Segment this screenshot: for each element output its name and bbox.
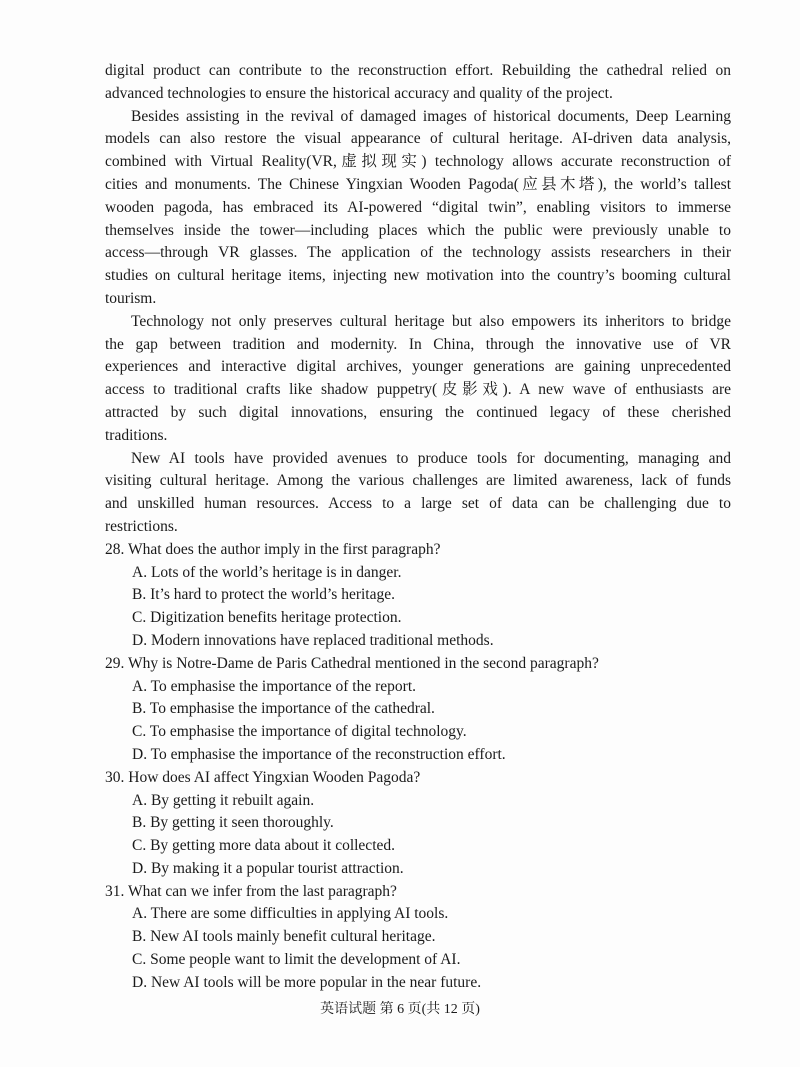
text-line: cities and monuments. The Chinese Yingxian Wooden Pagoda(应县木塔), the world’s tallest <box>105 175 731 193</box>
text-line: Technology not only preserves cultural heritage but also empowers its inheritors to bridge <box>131 312 731 330</box>
paragraph <box>105 448 731 539</box>
question <box>105 881 731 995</box>
reading-passage <box>105 60 731 539</box>
answer-option: B. It’s hard to protect the world’s heritage. <box>132 586 396 604</box>
text-line: advanced technologies to ensure the historical accuracy and quality of the project. <box>105 84 613 102</box>
text-line: studies on cultural heritage items, injecting new motivation into the country’s booming cultural <box>105 267 731 285</box>
text-line: access to traditional crafts like shadow puppetry(皮影戏). A new wave of enthusiasts are <box>105 381 731 399</box>
question <box>105 767 731 881</box>
answer-option: C. Some people want to limit the development of AI. <box>132 951 461 969</box>
text-line: attracted by such digital innovations, ensuring the continued legacy of these cherished <box>105 403 731 421</box>
question-stem: 31. What can we infer from the last paragraph? <box>105 882 397 900</box>
question-list <box>105 539 731 995</box>
answer-option: C. By getting more data about it collected. <box>132 837 396 855</box>
page-footer: 英语试题 第 6 页(共 12 页) <box>320 1002 480 1017</box>
answer-option: C. Digitization benefits heritage protection. <box>132 609 402 627</box>
text-line: traditions. <box>105 426 168 444</box>
text-line: tourism. <box>105 289 157 307</box>
answer-option: A. Lots of the world’s heritage is in danger. <box>132 563 402 581</box>
question-stem: 29. Why is Notre-Dame de Paris Cathedral mentioned in the second paragraph? <box>105 654 599 672</box>
text-line: wooden pagoda, has embraced its AI-powered “digital twin”, enabling visitors to immerse <box>105 198 731 216</box>
text-line: Besides assisting in the revival of damaged images of historical documents, Deep Learning <box>131 107 731 125</box>
answer-option: C. To emphasise the importance of digital technology. <box>132 723 467 741</box>
exam-page-body <box>105 60 731 995</box>
text-line: models can also restore the visual appearance of cultural heritage. AI-driven data analysis, <box>105 130 731 148</box>
text-line: experiences and interactive digital archives, younger generations are gaining unprecedented <box>105 358 731 376</box>
text-line: digital product can contribute to the reconstruction effort. Rebuilding the cathedral relied on <box>105 62 731 79</box>
answer-option: D. Modern innovations have replaced traditional methods. <box>132 631 494 649</box>
question-stem: 28. What does the author imply in the first paragraph? <box>105 540 441 558</box>
paragraph <box>105 311 731 448</box>
paragraph <box>105 60 731 106</box>
answer-option: D. New AI tools will be more popular in the near future. <box>132 973 482 991</box>
answer-option: A. There are some difficulties in applying AI tools. <box>132 905 449 923</box>
question <box>105 653 731 767</box>
answer-option: B. To emphasise the importance of the cathedral. <box>132 700 435 718</box>
paragraph <box>105 106 731 311</box>
text-line: visiting cultural heritage. Among the various challenges are limited awareness, lack of funds <box>105 472 731 490</box>
text-line: access—through VR glasses. The application of the technology assists researchers in their <box>105 244 731 262</box>
answer-option: A. To emphasise the importance of the report. <box>132 677 417 695</box>
answer-option: D. To emphasise the importance of the reconstruction effort. <box>132 745 506 763</box>
answer-option: B. By getting it seen thoroughly. <box>132 814 334 832</box>
answer-option: D. By making it a popular tourist attraction. <box>132 859 404 877</box>
text-line: restrictions. <box>105 517 178 535</box>
text-line: and unskilled human resources. Access to a large set of data can be challenging due to <box>105 495 731 513</box>
question-stem: 30. How does AI affect Yingxian Wooden Pagoda? <box>105 768 421 786</box>
text-line: combined with Virtual Reality(VR,虚拟现实) technology allows accurate reconstruction of <box>105 153 731 171</box>
answer-option: A. By getting it rebuilt again. <box>132 791 315 809</box>
question <box>105 539 731 653</box>
text-line: the gap between tradition and modernity. In China, through the innovative use of VR <box>105 335 731 353</box>
text-line: themselves inside the tower—including places which the public were previously unable to <box>105 221 731 239</box>
text-line: New AI tools have provided avenues to produce tools for documenting, managing and <box>131 449 731 467</box>
answer-option: B. New AI tools mainly benefit cultural heritage. <box>132 928 436 946</box>
